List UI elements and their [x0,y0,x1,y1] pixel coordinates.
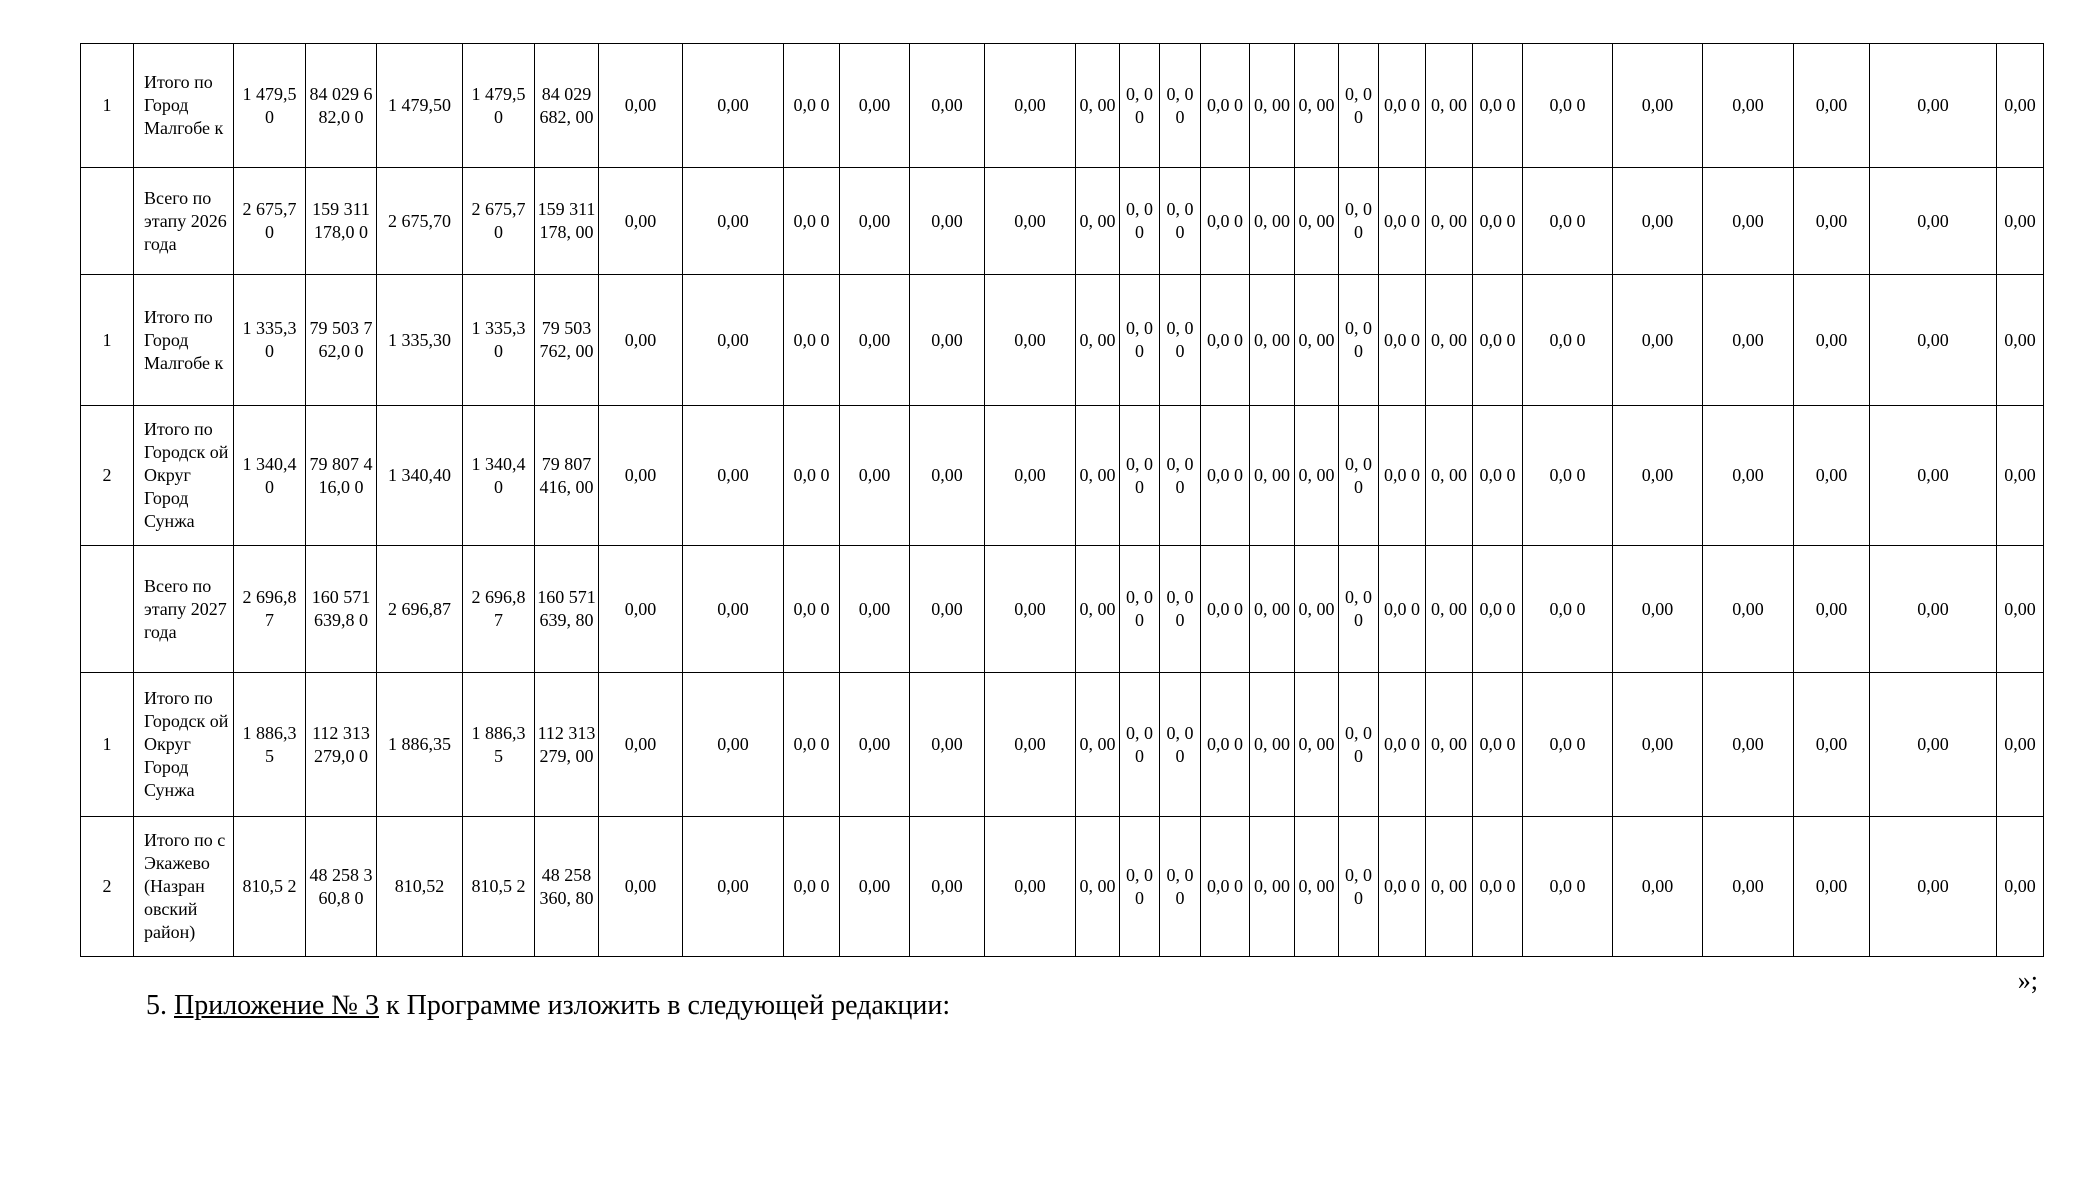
zero-value-cell: 0,00 [910,406,985,546]
zero-value-cell: 0,00 [1794,546,1870,673]
zero-value-cell: 0,00 [910,168,985,275]
zero-value-cell: 0,00 [599,817,683,957]
table-row [81,817,2044,957]
zero-value-cell: 0,00 [1794,168,1870,275]
zero-value-cell: 0, 00 [1295,673,1339,817]
zero-value-cell: 0,00 [1794,275,1870,406]
point-number: 5. [146,990,167,1021]
zero-value-cell: 0, 00 [1426,546,1473,673]
row-name-cell: Итого по с Экажево (Назран овский район) [134,817,234,957]
zero-value-cell: 0,00 [1997,546,2044,673]
zero-value-cell: 0,00 [910,817,985,957]
zero-value-cell: 0,00 [1870,275,1997,406]
zero-value-cell: 0,00 [1997,44,2044,168]
zero-value-cell: 0, 0 0 [1339,44,1379,168]
value-cell: 2 675,7 0 [234,168,306,275]
value-cell: 2 675,7 0 [463,168,535,275]
zero-value-cell: 0, 00 [1076,673,1120,817]
zero-value-cell: 0, 00 [1076,406,1120,546]
value-cell: 84 029 682,0 0 [306,44,377,168]
zero-value-cell: 0,00 [985,406,1076,546]
zero-value-cell: 0, 0 0 [1120,275,1160,406]
zero-value-cell: 0,0 0 [1523,546,1613,673]
zero-value-cell: 0,00 [599,275,683,406]
zero-value-cell: 0,00 [910,546,985,673]
value-cell: 810,5 2 [234,817,306,957]
zero-value-cell: 0, 00 [1426,44,1473,168]
appendix-link[interactable]: Приложение № 3 [174,990,379,1021]
zero-value-cell: 0,00 [840,275,910,406]
zero-value-cell: 0,00 [1870,406,1997,546]
zero-value-cell: 0,0 0 [1473,275,1523,406]
zero-value-cell: 0, 0 0 [1160,673,1201,817]
zero-value-cell: 0,0 0 [1523,168,1613,275]
value-cell: 1 886,3 5 [463,673,535,817]
zero-value-cell: 0,00 [1794,44,1870,168]
zero-value-cell: 0,00 [683,44,784,168]
zero-value-cell: 0, 00 [1426,817,1473,957]
row-name-cell: Итого по Город Малгобе к [134,275,234,406]
zero-value-cell: 0,00 [910,673,985,817]
zero-value-cell: 0,0 0 [784,817,840,957]
table-body [81,44,2044,957]
zero-value-cell: 0,00 [985,168,1076,275]
zero-value-cell: 0,0 0 [1473,817,1523,957]
zero-value-cell: 0,00 [1870,44,1997,168]
value-cell: 48 258 360, 80 [535,817,599,957]
value-cell: 79 807 416,0 0 [306,406,377,546]
zero-value-cell: 0,0 0 [784,673,840,817]
zero-value-cell: 0,00 [840,673,910,817]
zero-value-cell: 0,0 0 [1473,673,1523,817]
value-cell: 112 313 279,0 0 [306,673,377,817]
row-name-cell: Всего по этапу 2026 года [134,168,234,275]
point-text: к Программе изложить в следующей редакции: [386,990,951,1021]
value-cell: 79 503 762,0 0 [306,275,377,406]
zero-value-cell: 0,0 0 [1473,44,1523,168]
value-cell: 159 311 178,0 0 [306,168,377,275]
zero-value-cell: 0,0 0 [1201,546,1250,673]
row-number-cell: 1 [81,275,134,406]
zero-value-cell: 0,0 0 [784,406,840,546]
zero-value-cell: 0, 0 0 [1339,673,1379,817]
zero-value-cell: 0,00 [840,44,910,168]
zero-value-cell: 0, 00 [1076,168,1120,275]
zero-value-cell: 0,00 [1703,275,1794,406]
zero-value-cell: 0, 00 [1250,546,1295,673]
row-number-cell: 2 [81,817,134,957]
zero-value-cell: 0,0 0 [1379,44,1426,168]
row-number-cell: 1 [81,44,134,168]
zero-value-cell: 0,00 [840,546,910,673]
zero-value-cell: 0,00 [1997,168,2044,275]
zero-value-cell: 0,00 [1613,168,1703,275]
zero-value-cell: 0, 00 [1295,546,1339,673]
zero-value-cell: 0,0 0 [1523,275,1613,406]
zero-value-cell: 0,00 [985,673,1076,817]
zero-value-cell: 0,0 0 [1201,406,1250,546]
zero-value-cell: 0, 0 0 [1120,673,1160,817]
value-cell: 1 479,50 [377,44,463,168]
row-number-cell [81,546,134,673]
zero-value-cell: 0,0 0 [1201,44,1250,168]
zero-value-cell: 0,0 0 [784,275,840,406]
zero-value-cell: 0,0 0 [1473,546,1523,673]
zero-value-cell: 0,00 [1703,44,1794,168]
zero-value-cell: 0,0 0 [1523,406,1613,546]
value-cell: 1 886,35 [377,673,463,817]
value-cell: 79 807 416, 00 [535,406,599,546]
zero-value-cell: 0, 0 0 [1120,44,1160,168]
zero-value-cell: 0,00 [1703,673,1794,817]
zero-value-cell: 0,00 [1613,275,1703,406]
zero-value-cell: 0,00 [985,44,1076,168]
zero-value-cell: 0,0 0 [1379,406,1426,546]
data-table [80,43,2044,957]
value-cell: 112 313 279, 00 [535,673,599,817]
zero-value-cell: 0,00 [1870,168,1997,275]
value-cell: 1 335,30 [377,275,463,406]
zero-value-cell: 0,00 [1794,406,1870,546]
zero-value-cell: 0, 0 0 [1120,817,1160,957]
row-number-cell: 2 [81,406,134,546]
table-row [81,546,2044,673]
zero-value-cell: 0,00 [1703,546,1794,673]
table-row [81,406,2044,546]
zero-value-cell: 0,00 [840,817,910,957]
zero-value-cell: 0, 0 0 [1339,546,1379,673]
value-cell: 160 571 639, 80 [535,546,599,673]
zero-value-cell: 0, 00 [1426,673,1473,817]
zero-value-cell: 0,00 [683,275,784,406]
zero-value-cell: 0,00 [1613,673,1703,817]
zero-value-cell: 0, 00 [1250,817,1295,957]
zero-value-cell: 0,00 [985,275,1076,406]
zero-value-cell: 0,0 0 [1379,673,1426,817]
zero-value-cell: 0,0 0 [1523,817,1613,957]
zero-value-cell: 0,00 [985,817,1076,957]
value-cell: 2 696,8 7 [234,546,306,673]
zero-value-cell: 0,0 0 [1379,275,1426,406]
zero-value-cell: 0, 00 [1250,673,1295,817]
zero-value-cell: 0,0 0 [1201,673,1250,817]
value-cell: 2 675,70 [377,168,463,275]
zero-value-cell: 0, 0 0 [1160,44,1201,168]
zero-value-cell: 0,00 [1613,546,1703,673]
zero-value-cell: 0,00 [683,817,784,957]
value-cell: 1 479,5 0 [463,44,535,168]
zero-value-cell: 0,00 [840,406,910,546]
zero-value-cell: 0, 00 [1250,168,1295,275]
zero-value-cell: 0,00 [840,168,910,275]
zero-value-cell: 0, 00 [1295,168,1339,275]
zero-value-cell: 0, 0 0 [1120,406,1160,546]
zero-value-cell: 0,00 [1794,817,1870,957]
zero-value-cell: 0, 00 [1426,406,1473,546]
row-name-cell: Итого по Городск ой Округ Город Сунжа [134,673,234,817]
row-name-cell: Итого по Городск ой Округ Город Сунжа [134,406,234,546]
zero-value-cell: 0, 00 [1295,44,1339,168]
zero-value-cell: 0,0 0 [784,168,840,275]
zero-value-cell: 0, 0 0 [1339,817,1379,957]
zero-value-cell: 0,0 0 [1473,406,1523,546]
value-cell: 79 503 762, 00 [535,275,599,406]
zero-value-cell: 0, 0 0 [1160,406,1201,546]
value-cell: 810,5 2 [463,817,535,957]
zero-value-cell: 0, 0 0 [1339,406,1379,546]
zero-value-cell: 0, 00 [1295,817,1339,957]
zero-value-cell: 0, 00 [1250,406,1295,546]
zero-value-cell: 0, 00 [1295,406,1339,546]
zero-value-cell: 0,0 0 [1379,168,1426,275]
zero-value-cell: 0,0 0 [784,44,840,168]
zero-value-cell: 0,0 0 [1201,168,1250,275]
table-row [81,168,2044,275]
zero-value-cell: 0,00 [683,673,784,817]
zero-value-cell: 0, 00 [1076,546,1120,673]
zero-value-cell: 0,0 0 [1201,275,1250,406]
zero-value-cell: 0,00 [1997,817,2044,957]
zero-value-cell: 0,00 [599,673,683,817]
table-row [81,275,2044,406]
zero-value-cell: 0,0 0 [1473,168,1523,275]
zero-value-cell: 0, 00 [1076,817,1120,957]
table-row [81,673,2044,817]
zero-value-cell: 0,00 [683,546,784,673]
zero-value-cell: 0,00 [1997,406,2044,546]
zero-value-cell: 0, 0 0 [1160,546,1201,673]
zero-value-cell: 0,00 [1870,817,1997,957]
value-cell: 1 335,3 0 [463,275,535,406]
zero-value-cell: 0,00 [1613,44,1703,168]
zero-value-cell: 0,00 [1703,817,1794,957]
zero-value-cell: 0,00 [1613,817,1703,957]
value-cell: 2 696,8 7 [463,546,535,673]
zero-value-cell: 0, 00 [1250,44,1295,168]
zero-value-cell: 0,00 [599,44,683,168]
value-cell: 48 258 360,8 0 [306,817,377,957]
zero-value-cell: 0,00 [1794,673,1870,817]
zero-value-cell: 0,00 [683,406,784,546]
row-name-cell: Итого по Город Малгобе к [134,44,234,168]
zero-value-cell: 0, 00 [1076,44,1120,168]
row-number-cell: 1 [81,673,134,817]
zero-value-cell: 0, 0 0 [1120,168,1160,275]
zero-value-cell: 0,00 [599,406,683,546]
zero-value-cell: 0,0 0 [784,546,840,673]
zero-value-cell: 0,00 [1997,275,2044,406]
zero-value-cell: 0,0 0 [1523,673,1613,817]
value-cell: 1 335,3 0 [234,275,306,406]
value-cell: 1 340,4 0 [463,406,535,546]
zero-value-cell: 0,00 [599,168,683,275]
zero-value-cell: 0, 0 0 [1160,275,1201,406]
row-number-cell [81,168,134,275]
zero-value-cell: 0,00 [683,168,784,275]
value-cell: 1 886,3 5 [234,673,306,817]
zero-value-cell: 0, 0 0 [1120,546,1160,673]
point-5-paragraph [146,990,950,1022]
table-row [81,44,2044,168]
value-cell: 810,52 [377,817,463,957]
zero-value-cell: 0, 00 [1426,168,1473,275]
zero-value-cell: 0,0 0 [1201,817,1250,957]
zero-value-cell: 0,00 [1997,673,2044,817]
zero-value-cell: 0, 0 0 [1339,275,1379,406]
value-cell: 159 311 178, 00 [535,168,599,275]
value-cell: 1 479,5 0 [234,44,306,168]
zero-value-cell: 0,00 [599,546,683,673]
zero-value-cell: 0,00 [1703,168,1794,275]
zero-value-cell: 0,0 0 [1523,44,1613,168]
zero-value-cell: 0,00 [910,275,985,406]
zero-value-cell: 0, 00 [1250,275,1295,406]
zero-value-cell: 0, 00 [1426,275,1473,406]
zero-value-cell: 0,00 [1870,546,1997,673]
zero-value-cell: 0,0 0 [1379,817,1426,957]
zero-value-cell: 0, 0 0 [1339,168,1379,275]
value-cell: 2 696,87 [377,546,463,673]
value-cell: 1 340,40 [377,406,463,546]
zero-value-cell: 0, 0 0 [1160,817,1201,957]
value-cell: 1 340,4 0 [234,406,306,546]
zero-value-cell: 0, 00 [1295,275,1339,406]
zero-value-cell: 0,00 [1870,673,1997,817]
row-name-cell: Всего по этапу 2027 года [134,546,234,673]
zero-value-cell: 0, 00 [1076,275,1120,406]
closing-quote: »; [2017,966,2038,995]
zero-value-cell: 0,00 [985,546,1076,673]
zero-value-cell: 0,00 [1703,406,1794,546]
zero-value-cell: 0,00 [910,44,985,168]
value-cell: 84 029 682, 00 [535,44,599,168]
zero-value-cell: 0, 0 0 [1160,168,1201,275]
value-cell: 160 571 639,8 0 [306,546,377,673]
zero-value-cell: 0,0 0 [1379,546,1426,673]
zero-value-cell: 0,00 [1613,406,1703,546]
